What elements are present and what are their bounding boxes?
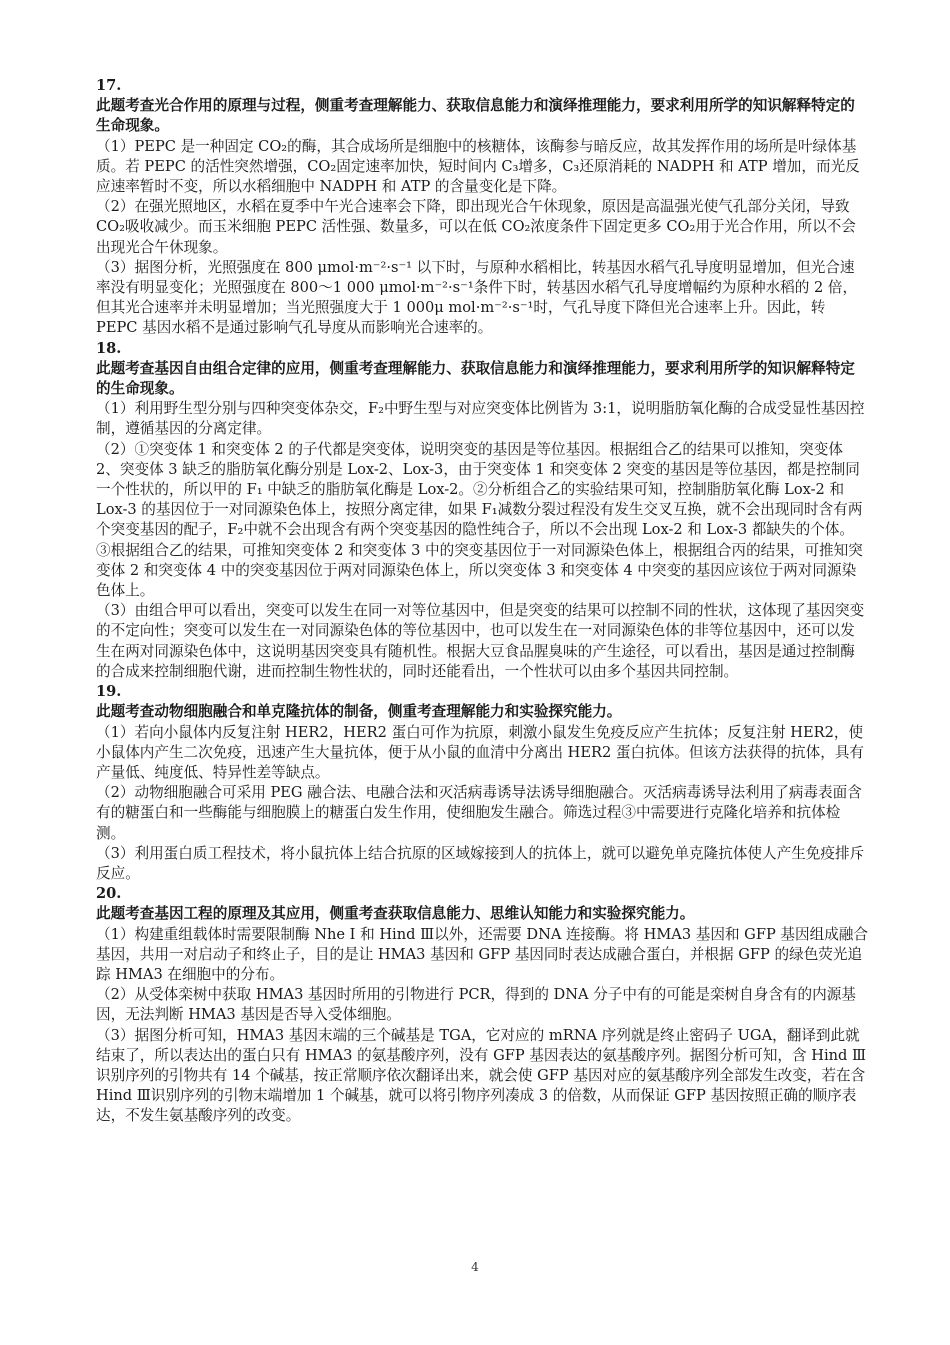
section-17 xyxy=(96,76,868,339)
question-number: 19. xyxy=(96,683,122,701)
page-number: 4 xyxy=(471,1260,479,1274)
question-heading: 此题考查基因工程的原理及其应用，侧重考查获取信息能力、思维认知能力和实验探究能力。 xyxy=(96,905,695,923)
answer-paragraph: （2）动物细胞融合可采用 PEG 融合法、电融合法和灭活病毒诱导法诱导细胞融合。灭活病毒诱导法利用了病毒表面含有的糖蛋白和一些酶能与细胞膜上的糖蛋白发生作用，使细胞发生融合。筛选过程③中需要进行克隆化培养和抗体检测。 xyxy=(96,784,862,842)
section-20 xyxy=(96,884,868,1126)
answer-paragraph: （2）在强光照地区，水稻在夏季中午光合速率会下降，即出现光合午休现象，原因是高温强光使气孔部分关闭，导致 CO₂吸收减少。而玉米细胞 PEPC 活性强、数量多，可以在低 CO₂浓度条件下固定更多 CO₂用于光合作用，所以不会出现光合午休现象。 xyxy=(96,198,856,256)
answer-paragraph: （1）PEPC 是一种固定 CO₂的酶，其合成场所是细胞中的核糖体，该酶参与暗反应，故其发挥作用的场所是叶绿体基质。若 PEPC 的活性突然增强，CO₂固定速率加快，短时间内 C₃增多，C₃还原消耗的 NADPH 和 ATP 增加，而光反应速率暂时不变，所以水稻细胞中 NADPH 和 ATP 的含量变化是下降。 xyxy=(96,137,860,196)
question-heading: 此题考查动物细胞融合和单克隆抗体的制备，侧重考查理解能力和实验探究能力。 xyxy=(96,703,622,721)
answer-paragraph: （2）①突变体 1 和突变体 2 的子代都是突变体，说明突变的基因是等位基因。根据组合乙的结果可以推知，突变体 2、突变体 3 缺乏的脂肪氧化酶分别是 Lox-2、Lox-3，由于突变体 1 和突变体 2 突变的基因是等位基因，都是控制同一个性状的，所以甲的 F₁ 中缺乏的脂肪氧化酶是 Lox-2。②分析组合乙的实验结果可知，控制脂肪氧化酶 Lox-2 和 Lox-3 的基因位于一对同源染色体上，按照分离定律，如果 F₁减数分裂过程没有发生交叉互换，就不会出现同时含有两个突变基因的配子，F₂中就不会出现含有两个突变基因的隐性纯合子，所以不会出现 Lox-2 和 Lox-3 都缺失的个体。③根据组合乙的结果，可推知突变体 2 和突变体 3 中的突变基因位于一对同源染色体上，根据组合丙的结果，可推知突变体 2 和突变体 4 中的突变基因位于两对同源染色体上，所以突变体 3 和突变体 4 中突变的基因应该位于两对同源染色体上。 xyxy=(96,440,863,600)
question-number: 20. xyxy=(96,885,122,903)
answer-paragraph: （1）利用野生型分别与四种突变体杂交，F₂中野生型与对应突变体比例皆为 3:1，说明脂肪氧化酶的合成受显性基因控制，遵循基因的分离定律。 xyxy=(96,400,865,438)
answer-paragraph: （3）利用蛋白质工程技术，将小鼠抗体上结合抗原的区域嫁接到人的抗体上，就可以避免单克隆抗体使人产生免疫排斥反应。 xyxy=(96,844,865,882)
section-19 xyxy=(96,682,868,884)
question-number: 18. xyxy=(96,339,122,357)
question-heading: 此题考查基因自由组合定律的应用，侧重考查理解能力、获取信息能力和演绎推理能力，要求利用所学的知识解释特定的生命现象。 xyxy=(96,359,855,398)
answer-paragraph: （3）据图分析可知，HMA3 基因末端的三个碱基是 TGA，它对应的 mRNA 序列就是终止密码子 UGA，翻译到此就结束了，所以表达出的蛋白只有 HMA3 的氨基酸序列，没有 GFP 基因表达的氨基酸序列。据图分析可知，含 Hind Ⅲ识别序列的引物共有 14 个碱基，按正常顺序依次翻译出来，就会使 GFP 基因对应的氨基酸序列全部发生改变，若在含 Hind Ⅲ识别序列的引物末端增加 1 个碱基，就可以将引物序列凑成 3 的倍数，从而保证 GFP 基因按照正确的顺序表达，不发生氨基酸序列的改变。 xyxy=(96,1026,867,1125)
answer-page xyxy=(96,76,868,1127)
answer-paragraph: （3）由组合甲可以看出，突变可以发生在同一对等位基因中，但是突变的结果可以控制不同的性状，这体现了基因突变的不定向性；突变可以发生在一对同源染色体的等位基因中，也可以发生在一对同源染色体的非等位基因中，还可以发生在两对同源染色体中，这说明基因突变具有随机性。根据大豆食品腥臭味的产生途径，可以看出，基因是通过控制酶的合成来控制细胞代谢，进而控制生物性状的，同时还能看出，一个性状可以由多个基因共同控制。 xyxy=(96,602,865,680)
question-heading: 此题考查光合作用的原理与过程，侧重考查理解能力、获取信息能力和演绎推理能力，要求利用所学的知识解释特定的生命现象。 xyxy=(96,97,855,135)
answer-paragraph: （1）构建重组载体时需要限制酶 Nhe Ⅰ 和 Hind Ⅲ以外，还需要 DNA 连接酶。将 HMA3 基因和 GFP 基因组成融合基因，共用一对启动子和终止子，目的是让 HMA3 基因和 GFP 基因同时表达成融合蛋白，并根据 GFP 的绿色荧光追踪 HMA3 在细胞中的分布。 xyxy=(96,925,868,983)
section-18 xyxy=(96,339,868,682)
answer-paragraph: （2）从受体栾树中获取 HMA3 基因时所用的引物进行 PCR，得到的 DNA 分子中有的可能是栾树自身含有的内源基因，无法判断 HMA3 基因是否导入受体细胞。 xyxy=(96,986,856,1024)
answer-paragraph: （1）若向小鼠体内反复注射 HER2，HER2 蛋白可作为抗原，刺激小鼠发生免疫反应产生抗体；反复注射 HER2，使小鼠体内产生二次免疫，迅速产生大量抗体，便于从小鼠的血清中分离出 HER2 蛋白抗体。但该方法获得的抗体，具有产量低、纯度低、特异性差等缺点。 xyxy=(96,723,865,781)
answer-paragraph: （3）据图分析，光照强度在 800 μmol·m⁻²·s⁻¹ 以下时，与原种水稻相比，转基因水稻气孔导度明显增加，但光合速率没有明显变化；光照强度在 800～1 000 μmol·m⁻²·s⁻¹条件下时，转基因水稻气孔导度增幅约为原种水稻的 2 倍，但其光合速率并未明显增加；当光照强度大于 1 000μ mol·m⁻²·s⁻¹时，气孔导度下降但光合速率上升。因此，转 PEPC 基因水稻不是通过影响气孔导度从而影响光合速率的。 xyxy=(96,258,858,337)
question-number: 17. xyxy=(96,77,122,94)
